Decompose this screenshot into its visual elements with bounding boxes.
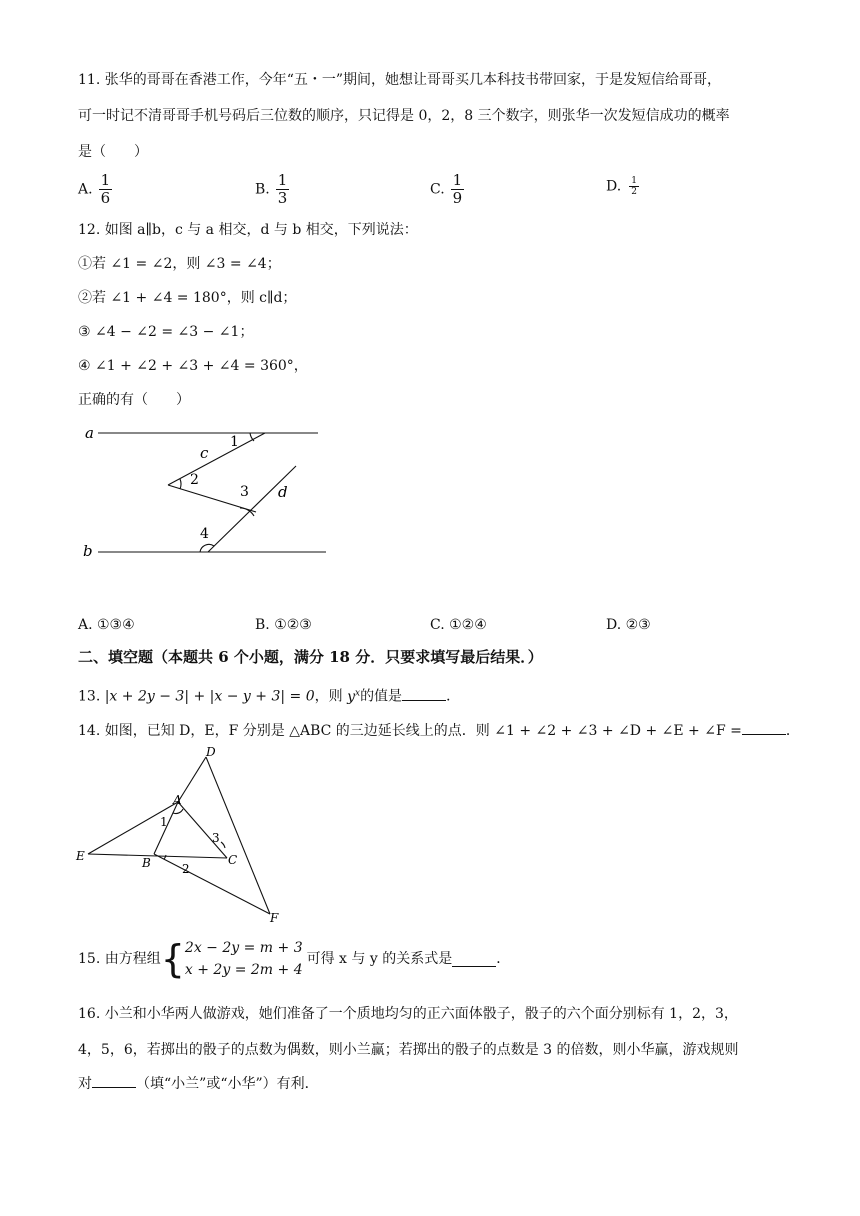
q11-line2: 可一时记不清哥哥手机号码后三位数的顺序，只记得是 0，2，8 三个数字，则张华一次发短信成功的概率: [78, 108, 730, 124]
segment-B-F: [154, 854, 270, 914]
q11-option-a: A. $\frac{1}{6}$: [78, 171, 111, 207]
label-b: b: [83, 542, 93, 560]
label-B: B: [142, 856, 151, 870]
q12-statement-3: ③ ∠4 − ∠2 = ∠3 − ∠1；: [78, 324, 254, 340]
q12-ask: 正确的有（ ）: [78, 392, 190, 408]
label-a: a: [85, 424, 94, 442]
label-D: D: [206, 745, 216, 759]
label-1: 1: [230, 434, 239, 450]
label-c: c: [200, 444, 209, 462]
q12-figure: [80, 422, 340, 572]
q13-answer-blank: [402, 686, 446, 701]
q12-statement-2: ②若 ∠1 + ∠4 = 180°，则 c∥d；: [78, 290, 297, 306]
label-E: E: [76, 849, 85, 863]
q16-line3: 对 （填“小兰”或“小华”）有利．: [78, 1073, 319, 1094]
q12-option-a: A. ①③④: [78, 617, 135, 633]
label-1: 1: [160, 815, 168, 829]
segment-A-C: [178, 802, 227, 858]
label-2: 2: [190, 472, 199, 488]
q16-line2: 4，5，6，若掷出的骰子的点数为偶数，则小兰赢；若掷出的骰子的点数是 3 的倍数，则小华赢，游戏规则: [78, 1042, 739, 1058]
label-4: 4: [200, 526, 209, 542]
label-2: 2: [182, 862, 190, 876]
q13-expression: |x + 2y − 3| + |x − y + 3| = 0: [104, 688, 315, 705]
q12-option-d: D. ②③: [606, 617, 651, 633]
q12-option-c: C. ①②④: [430, 617, 487, 633]
q11-line1: 11. 张华的哥哥在香港工作，今年“五・一”期间，她想让哥哥买几本科技书带回家，于是发短信给哥哥，: [78, 72, 722, 88]
left-brace: {: [160, 937, 185, 981]
arc-angle-3: [221, 842, 225, 848]
q12-stem: 12. 如图 a∥b，c 与 a 相交，d 与 b 相交，下列说法：: [78, 222, 418, 238]
equation-2: x + 2y = 2m + 4: [184, 962, 303, 978]
q14-figure: [72, 742, 292, 922]
q11-option-d: D. $\frac{1}{2}$: [606, 176, 637, 197]
q13: 13. |x + 2y − 3| + |x − y + 3| = 0，则 $y^x$的值是 ．: [78, 683, 460, 707]
label-3: 3: [240, 484, 249, 500]
label-F: F: [270, 911, 279, 922]
label-C: C: [228, 853, 238, 867]
label-d: d: [278, 483, 288, 501]
q11-option-c: C. $\frac{1}{9}$: [430, 171, 463, 207]
q15-answer-blank: [452, 952, 496, 967]
line-d: [208, 466, 296, 552]
q14: 14. 如图，已知 D，E，F 分别是 △ABC 的三边延长线上的点．则 ∠1 + ∠2 + ∠3 + ∠D + ∠E + ∠F = ．: [78, 720, 800, 741]
label-3: 3: [212, 831, 220, 845]
arc-angle-2: [164, 855, 166, 859]
q16-answer-blank: [92, 1073, 136, 1088]
equation-1: 2x − 2y = m + 3: [184, 940, 303, 956]
q14-answer-blank: [742, 720, 786, 735]
section-2-heading: 二、填空题（本题共 6 个小题，满分 18 分．只要求填写最后结果．）: [78, 648, 543, 666]
label-A: A: [173, 793, 182, 807]
q12-option-b: B. ①②③: [255, 617, 312, 633]
q11-option-b: B. $\frac{1}{3}$: [255, 171, 288, 207]
segment-A-D: [178, 757, 206, 802]
q15: 15. 由方程组 { 2x − 2y = m + 3 x + 2y = 2m + 4 可得 x 与 y 的关系式是 ．: [78, 937, 511, 981]
q12-statement-4: ④ ∠1 + ∠2 + ∠3 + ∠4 = 360°，: [78, 358, 308, 374]
q11-line3: 是（ ）: [78, 144, 148, 160]
equation-system: [185, 937, 303, 981]
arc-2: [180, 479, 181, 489]
q16-line1: 16. 小兰和小华两人做游戏，她们准备了一个质地均匀的正六面体骰子，骰子的六个面分别标有 1，2，3，: [78, 1006, 738, 1022]
line-c: [168, 433, 265, 485]
q12-statement-1: ①若 ∠1 = ∠2，则 ∠3 = ∠4；: [78, 256, 281, 272]
